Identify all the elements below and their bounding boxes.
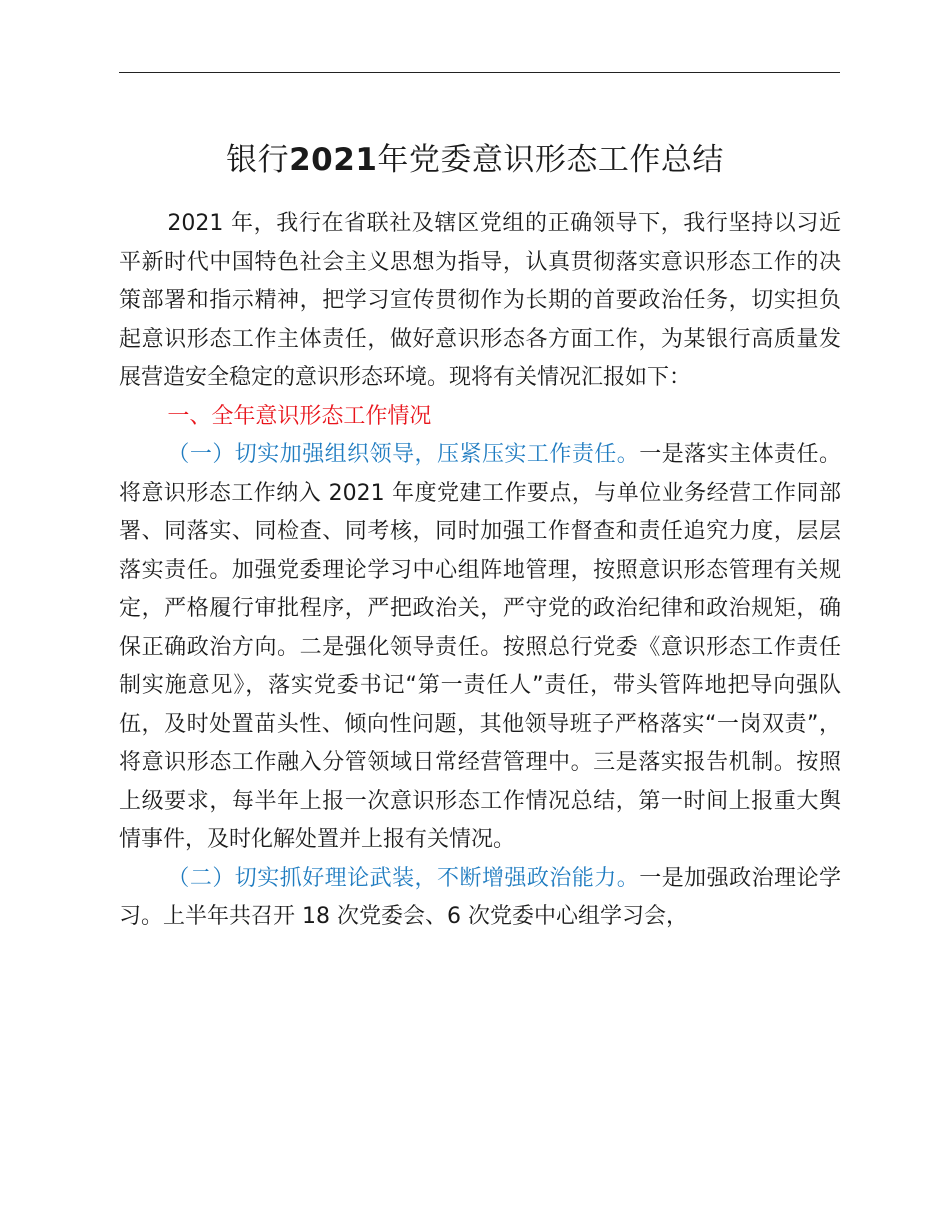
intro-paragraph: 2021 年，我行在省联社及辖区党组的正确领导下，我行坚持以习近平新时代中国特色社会主义思想为指导，认真贯彻落实意识形态工作的决策部署和指示精神，把学习宣传贯彻作为长期的首要政治任务，切实担负起意识形态工作主体责任，做好意识形态各方面工作，为某银行高质量发展营造安全稳定的意识形态环境。现将有关情况汇报如下： <box>119 211 841 390</box>
subsection-2-paragraph <box>119 860 841 937</box>
title-suffix: 年党委意识形态工作总结 <box>377 142 724 178</box>
header-rule <box>119 72 840 73</box>
section-heading <box>119 398 841 437</box>
subsection-2-heading: （二）切实抓好理论武装，不断增强政治能力。 <box>167 865 640 891</box>
subsection-1-heading: （一）切实加强组织领导，压紧压实工作责任。 <box>167 442 640 467</box>
subsection-2-body: 一是加强政治理论学习。上半年共召开 18 次党委会、6 次党委中心组学习会， <box>119 865 841 929</box>
section-1-heading: 一、全年意识形态工作情况 <box>167 403 432 429</box>
title-prefix: 银行 <box>226 142 290 178</box>
subsection-1-paragraph <box>119 436 841 860</box>
document-body <box>119 205 841 937</box>
document-title <box>0 138 950 182</box>
subsection-1-body: 一是落实主体责任。将意识形态工作纳入 2021 年度党建工作要点，与单位业务经营工作同部署、同落实、同检查、同考核，同时加强工作督查和责任追究力度，层层落实责任。加强党委理论学习中心组阵地管理，按照意识形态管理有关规定，严格履行审批程序，严把政治关，严守党的政治纪律和政治规矩，确保正确政治方向。二是强化领导责任。按照总行党委《意识形态工作责任制实施意见》，落实党委书记“第一责任人”责任，带头管阵地把导向强队伍，及时处置苗头性、倾向性问题，其他领导班子严格落实“一岗双责”，将意识形态工作融入分管领域日常经营管理中。三是落实报告机制。按照上级要求，每半年上报一次意识形态工作情况总结，第一时间上报重大舆情事件，及时化解处置并上报有关情况。 <box>119 442 841 852</box>
title-year: 2021 <box>289 142 378 178</box>
